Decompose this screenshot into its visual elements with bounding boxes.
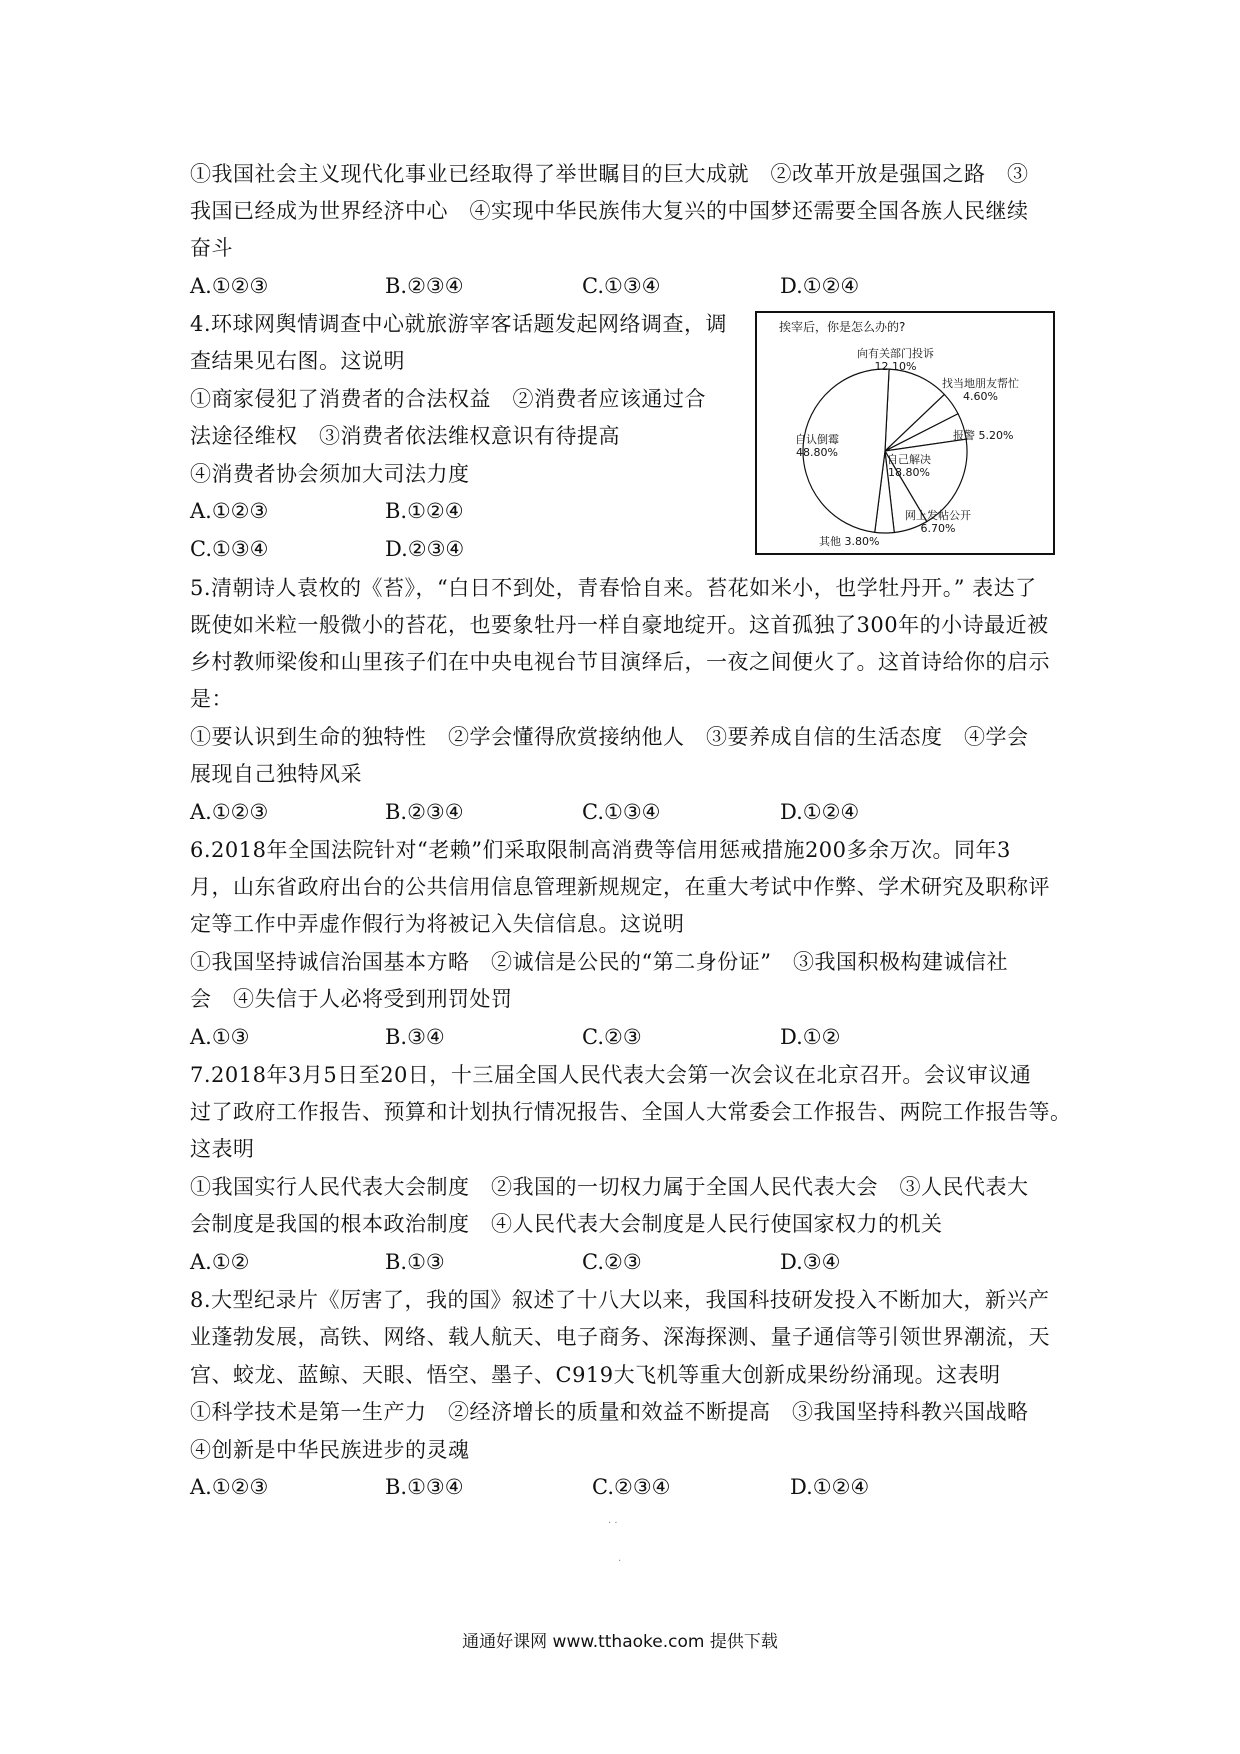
label-other: 其他 3.80% xyxy=(819,535,880,548)
q7-line-2: 过了政府工作报告、预算和计划执行情况报告、全国人大常委会工作报告、两院工作报告等。 xyxy=(190,1100,1072,1124)
q5-option-a: A.①②③ xyxy=(190,800,269,824)
q6-option-d: D.①② xyxy=(780,1025,841,1049)
q6-line-2: 月，山东省政府出台的公共信用信息管理新规规定，在重大考试中作弊、学术研究及职称评 xyxy=(190,875,1050,899)
q4-line-3: ①商家侵犯了消费者的合法权益 ②消费者应该通过合 xyxy=(190,387,706,411)
q4-line-5: ④消费者协会须加大司法力度 xyxy=(190,462,470,486)
q5-line-6: 展现自己独特风采 xyxy=(190,762,362,786)
q5-line-5: ①要认识到生命的独特性 ②学会懂得欣赏接纳他人 ③要养成自信的生活态度 ④学会 xyxy=(190,725,1029,749)
q5-line-4: 是： xyxy=(190,687,233,711)
q4-line-2: 查结果见右图。这说明 xyxy=(190,349,405,373)
q8-option-c: C.②③④ xyxy=(592,1475,671,1499)
q5-option-d: D.①②④ xyxy=(780,800,860,824)
q6-option-a: A.①③ xyxy=(190,1025,250,1049)
q8-option-a: A.①②③ xyxy=(190,1475,269,1499)
q3-option-b: B.②③④ xyxy=(385,274,464,298)
q4-option-c: C.①③④ xyxy=(190,537,269,561)
q4-line-4: 法途径维权 ③消费者依法维权意识有待提高 xyxy=(190,424,620,448)
q5-line-3: 乡村教师梁俊和山里孩子们在中央电视台节目演绎后，一夜之间便火了。这首诗给你的启示 xyxy=(190,650,1050,674)
q6-line-3: 定等工作中弄虚作假行为将被记入失信信息。这说明 xyxy=(190,912,685,936)
q8-option-b: B.①③④ xyxy=(385,1475,464,1499)
q4-option-a: A.①②③ xyxy=(190,499,269,523)
label-complaint: 向有关部门投诉 12.10% xyxy=(857,347,934,373)
q8-line-4: ①科学技术是第一生产力 ②经济增长的质量和效益不断提高 ③我国坚持科教兴国战略 xyxy=(190,1400,1029,1424)
q4-option-b: B.①②④ xyxy=(385,499,464,523)
q8-line-5: ④创新是中华民族进步的灵魂 xyxy=(190,1438,470,1462)
q4-line-1: 4.环球网舆情调查中心就旅游宰客话题发起网络调查，调 xyxy=(190,312,728,336)
q3-option-c: C.①③④ xyxy=(582,274,661,298)
q7-option-b: B.①③ xyxy=(385,1250,445,1274)
label-police: 报警 5.20% xyxy=(953,429,1014,442)
q6-option-c: C.②③ xyxy=(582,1025,642,1049)
q6-line-5: 会 ④失信于人必将受到刑罚处罚 xyxy=(190,987,513,1011)
q5-option-b: B.②③④ xyxy=(385,800,464,824)
q7-line-5: 会制度是我国的根本政治制度 ④人民代表大会制度是人民行使国家权力的机关 xyxy=(190,1212,943,1236)
q7-option-a: A.①② xyxy=(190,1250,250,1274)
q7-line-4: ①我国实行人民代表大会制度 ②我国的一切权力属于全国人民代表大会 ③人民代表大 xyxy=(190,1175,1029,1199)
q7-option-c: C.②③ xyxy=(582,1250,642,1274)
footer-watermark: 通通好课网 www.tthaoke.com 提供下载 xyxy=(462,1632,778,1652)
scan-speck: · xyxy=(618,1556,622,1567)
label-friend: 找当地朋友帮忙 4.60% xyxy=(942,377,1019,403)
q5-option-c: C.①③④ xyxy=(582,800,661,824)
q3-option-a: A.①②③ xyxy=(190,274,269,298)
q8-line-1: 8.大型纪录片《厉害了，我的国》叙述了十八大以来，我国科技研发投入不断加大，新兴产 xyxy=(190,1288,1050,1312)
q7-option-d: D.③④ xyxy=(780,1250,841,1274)
q3-line-1: ①我国社会主义现代化事业已经取得了举世瞩目的巨大成就 ②改革开放是强国之路 ③ xyxy=(190,162,1029,186)
q3-option-d: D.①②④ xyxy=(780,274,860,298)
chart-title: 挨宰后，你是怎么办的? xyxy=(779,320,906,334)
label-self-resolve: 自己解决 18.80% xyxy=(887,453,931,479)
q8-option-d: D.①②④ xyxy=(790,1475,870,1499)
q8-line-3: 宫、蛟龙、蓝鲸、天眼、悟空、墨子、C919大飞机等重大创新成果纷纷涌现。这表明 xyxy=(190,1363,1001,1387)
q7-line-3: 这表明 xyxy=(190,1137,255,1161)
q5-line-1: 5.清朝诗人袁枚的《苔》，“白日不到处，青春恰自来。苔花如米小，也学牡丹开。” 表达了 xyxy=(190,576,1037,600)
label-online-post: 网上发帖公开 6.70% xyxy=(905,509,971,535)
q4-option-d: D.②③④ xyxy=(385,537,465,561)
pie-chart xyxy=(755,311,1055,555)
scan-speck: · · xyxy=(608,1518,618,1529)
label-bad-luck: 自认倒霉 48.80% xyxy=(795,433,839,459)
q6-line-4: ①我国坚持诚信治国基本方略 ②诚信是公民的“第二身份证” ③我国积极构建诚信社 xyxy=(190,950,1008,974)
q6-option-b: B.③④ xyxy=(385,1025,445,1049)
q7-line-1: 7.2018年3月5日至20日，十三届全国人民代表大会第一次会议在北京召开。会议审议通 xyxy=(190,1063,1032,1087)
q3-line-3: 奋斗 xyxy=(190,236,233,260)
q3-line-2: 我国已经成为世界经济中心 ④实现中华民族伟大复兴的中国梦还需要全国各族人民继续 xyxy=(190,199,1029,223)
q6-line-1: 6.2018年全国法院针对“老赖”们采取限制高消费等信用惩戒措施200多余万次。同年3 xyxy=(190,838,1011,862)
q5-line-2: 既使如米粒一般微小的苔花，也要象牡丹一样自豪地绽开。这首孤独了300年的小诗最近被 xyxy=(190,613,1049,637)
q8-line-2: 业蓬勃发展，高铁、网络、载人航天、电子商务、深海探测、量子通信等引领世界潮流，天 xyxy=(190,1325,1050,1349)
